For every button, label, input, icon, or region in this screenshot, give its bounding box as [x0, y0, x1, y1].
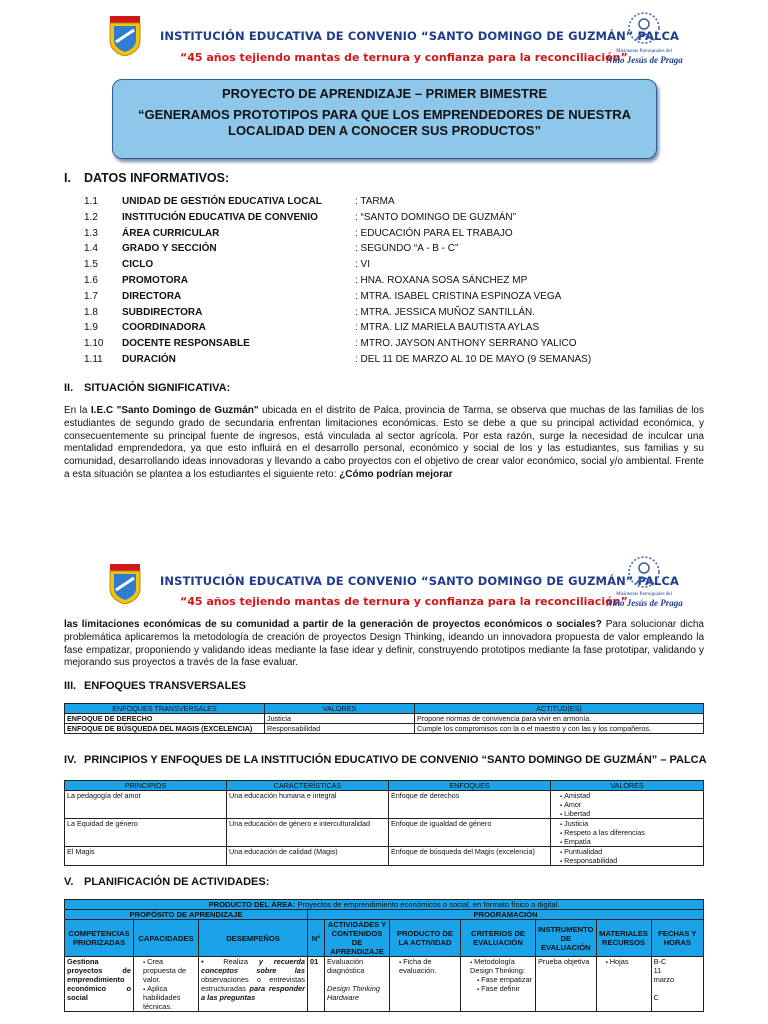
info-label: ÁREA CURRICULAR — [122, 227, 220, 239]
cell: Una educación de género e interculturalidad — [227, 819, 389, 847]
des-text-1: Realiza — [223, 957, 259, 966]
info-value: : EDUCACIÓN PARA EL TRABAJO — [355, 227, 513, 239]
institution-motto: “45 años tejiendo mantas de ternura y confianza para la reconciliación” — [180, 51, 628, 64]
info-number: 1.2 — [84, 211, 98, 223]
info-value: : MTRA. ISABEL CRISTINA ESPINOZA VEGA — [355, 290, 562, 302]
project-banner — [112, 79, 657, 159]
date-line: 11 — [653, 966, 662, 975]
cell-desempenos — [199, 957, 308, 1012]
values-cell — [551, 791, 704, 819]
info-label: INSTITUCIÓN EDUCATIVA DE CONVENIO — [122, 211, 318, 223]
info-number: 1.3 — [84, 227, 98, 239]
capacity-item: ▪ Crea propuesta de valor. — [143, 957, 196, 984]
info-label: PROMOTORA — [122, 275, 188, 286]
institution-title: INSTITUCIÓN EDUCATIVA DE CONVENIO “SANTO DOMINGO DE GUZMÁN” PALCA — [160, 29, 680, 43]
product-row — [65, 900, 704, 910]
table-row — [65, 791, 704, 819]
col-desempenos: DESEMPEÑOS — [199, 920, 308, 957]
info-label: UNIDAD DE GESTIÓN EDUCATIVA LOCAL — [122, 196, 322, 207]
material-item: ▪ Hojas — [606, 957, 649, 966]
col-competencias: COMPETENCIAS PRIORIZADAS — [65, 920, 134, 957]
cell-materiales — [596, 957, 651, 1012]
section-5-number: V. — [64, 876, 74, 888]
info-value: : MTRO. JAYSON ANTHONY SERRANO YALICO — [355, 338, 577, 350]
col-producto: PRODUCTO DE LA ACTIVIDAD — [390, 920, 461, 957]
des-bullet: ▪ — [201, 957, 224, 966]
cell: El Magis — [65, 847, 227, 866]
cell: Enfoque de derechos — [389, 791, 551, 819]
section-2-title: SITUACIÓN SIGNIFICATIVA: — [84, 382, 231, 394]
table-row — [65, 819, 704, 847]
institution-title: INSTITUCIÓN EDUCATIVA DE CONVENIO “SANTO DOMINGO DE GUZMÁN” PALCA — [160, 574, 680, 588]
des-bold-2: para responder a las preguntas — [201, 984, 305, 1002]
banner-line-1: PROYECTO DE APRENDIZAJE – PRIMER BIMESTRE — [221, 86, 548, 101]
value-item: ▪ Amistad — [560, 791, 701, 800]
activity-2: Design Thinking Hardware — [327, 984, 380, 1002]
group-programming: PROGRAMACIÓN — [308, 910, 704, 920]
transversal-table — [64, 703, 704, 734]
planning-table — [64, 899, 704, 1012]
col-fechas: FECHAS Y HORAS — [651, 920, 703, 957]
table-row — [65, 724, 704, 734]
value-item: ▪ Respeto a las diferencias — [560, 828, 701, 837]
cell-fechas — [651, 957, 703, 1012]
cell: Responsabilidad — [265, 724, 415, 734]
col-actitudes: ACTITUD(ES) — [415, 704, 704, 714]
banner-line-3: LOCALIDAD DEN A CONOCER SUS PRODUCTOS” — [228, 123, 541, 138]
info-label: SUBDIRECTORA — [122, 306, 203, 318]
info-value: : VI — [355, 259, 371, 271]
cell: La pedagogía del amor — [65, 791, 227, 819]
section-4-title: PRINCIPIOS Y ENFOQUES DE LA INSTITUCIÓN EDUCATIVO DE CONVENIO “SANTO DOMINGO DE GUZMÁN” – PALCA — [84, 754, 707, 766]
value-item: ▪ Puntualidad — [560, 847, 701, 856]
para-start: En la — [64, 405, 91, 416]
info-value: : “SANTO DOMINGO DE GUZMÁN” — [355, 211, 516, 223]
cell: Propone normas de convivencia para vivir en armonía. — [415, 714, 704, 724]
info-value: : MTRA. LIZ MARIELA BAUTISTA AYLAS — [355, 322, 540, 334]
cell-capacidades — [134, 957, 199, 1012]
cell-instrumento: Prueba objetiva — [536, 957, 597, 1012]
cell: Enfoque de igualdad de género — [389, 819, 551, 847]
product-item: ▪ Ficha de evaluación. — [399, 957, 458, 975]
table-row — [65, 714, 704, 724]
section-2-number: II. — [64, 382, 74, 394]
date-line — [654, 984, 701, 993]
criteria-head: ▪ Metodología Design Thinking: — [470, 957, 533, 975]
date-line: C — [653, 993, 659, 1002]
institution-motto: “45 años tejiendo mantas de ternura y confianza para la reconciliación” — [180, 595, 628, 608]
header-top — [0, 0, 768, 75]
cell: Enfoque de búsqueda del Magis (excelencia) — [389, 847, 551, 866]
section-1-title: DATOS INFORMATIVOS: — [84, 171, 230, 185]
cell-numero: 01 — [308, 957, 325, 1012]
situation-paragraph-cont — [64, 619, 704, 670]
info-number: 1.7 — [84, 290, 98, 302]
school-crest-icon — [108, 564, 142, 604]
header-page2 — [0, 550, 768, 620]
cell-competencia: Gestiona proyectos de emprendimiento económico o social — [65, 957, 134, 1012]
col-actividades: ACTIVIDADES Y CONTENIDOS DE APRENDIZAJE — [325, 920, 390, 957]
info-label: DOCENTE RESPONSABLE — [122, 338, 250, 350]
school-crest-icon — [108, 16, 142, 56]
info-number: 1.11 — [84, 354, 103, 365]
des-text-2: observaciones o entrevistas estructuradas — [201, 975, 305, 993]
info-number: 1.10 — [84, 338, 104, 350]
principles-table — [64, 780, 704, 866]
col-numero: N° — [308, 920, 325, 957]
info-label: DURACIÓN — [122, 354, 176, 365]
values-cell — [551, 847, 704, 866]
logo-caption-top: Misioneras Parroquiales del — [616, 592, 672, 597]
school-name-bold: I.E.C "Santo Domingo de Guzmán" — [90, 405, 259, 416]
info-number: 1.4 — [84, 243, 98, 255]
value-item: ▪ Responsabilidad — [560, 856, 701, 865]
info-label: CICLO — [122, 259, 154, 271]
info-label: GRADO Y SECCIÓN — [122, 243, 217, 255]
cell: Una educación humana e integral — [227, 791, 389, 819]
info-number: 1.9 — [84, 322, 98, 334]
des-bold-1: y recuerda conceptos sobre las — [201, 957, 306, 975]
col-capacidades: CAPACIDADES — [134, 920, 199, 957]
info-value: : SEGUNDO “A - B - C” — [355, 243, 459, 255]
col-enfoques: ENFOQUES TRANSVERSALES — [65, 704, 265, 714]
info-number: 1.8 — [84, 306, 98, 318]
cell-criterios — [461, 957, 536, 1012]
col-caracteristicas: CARACTERÍSTICAS — [227, 781, 389, 791]
col-valores: VALORES — [551, 781, 704, 791]
value-item: ▪ Justicia — [560, 819, 701, 828]
challenge-start: ¿Cómo podrían mejorar — [339, 468, 453, 480]
para-cont-body: Para solucionar dicha problemática aplicaremos la metodología de creación de proyectos Design Thinking, ideando un innovadora propuesta de valor empleando la fase empatizar, proponiendo y validando ideas mediante la fase idear y definir, construyendo prototipos mediante la fase prototipar, validando y mejorando sus proyectos a través de la fase evaluar. — [64, 619, 704, 669]
info-number: 1.1 — [84, 196, 98, 207]
value-item: ▪ Libertad — [560, 809, 701, 818]
info-number: 1.5 — [84, 259, 98, 271]
value-item: ▪ Amor — [560, 800, 701, 809]
info-value: : TARMA — [355, 196, 395, 207]
capacity-item: ▪ Aplica habilidades técnicas. — [143, 984, 196, 1011]
info-number: 1.6 — [84, 275, 98, 286]
cell: Justicia — [265, 714, 415, 724]
date-line: B-C — [653, 957, 667, 966]
table-row — [65, 957, 704, 1012]
table-row — [65, 847, 704, 866]
values-cell — [551, 819, 704, 847]
cell: La Equidad de género — [65, 819, 227, 847]
col-valores: VALORES — [265, 704, 415, 714]
group-purpose: PROPÓSITO DE APRENDIZAJE — [65, 910, 308, 920]
product-label: PRODUCTO DEL ÁREA: — [208, 900, 296, 909]
congregation-logo-icon — [626, 554, 662, 590]
info-label: COORDINADORA — [122, 322, 206, 334]
date-line: marzo — [653, 975, 675, 984]
logo-caption-top: Misioneras Parroquiales del — [616, 49, 672, 54]
section-5-title: PLANIFICACIÓN DE ACTIVIDADES: — [84, 876, 270, 888]
logo-caption-main: Niño Jesús de Praga — [606, 598, 683, 608]
logo-caption-main: Niño Jesús de Praga — [606, 55, 683, 65]
section-4-number: IV. — [64, 754, 77, 766]
info-label: DIRECTORA — [122, 290, 182, 302]
situation-paragraph — [64, 405, 704, 482]
section-3-title: ENFOQUES TRANSVERSALES — [84, 680, 246, 692]
congregation-logo-icon — [626, 10, 662, 46]
section-1-number: I. — [64, 171, 71, 185]
col-criterios: CRITERIOS DE EVALUACIÓN — [461, 920, 536, 957]
criteria-item: ▪ Fase definir — [477, 984, 533, 993]
col-enfoques: ENFOQUES — [389, 781, 551, 791]
cell-actividades — [325, 957, 390, 1012]
col-instrumento: INSTRUMENTO DE EVALUACIÓN — [536, 920, 597, 957]
cell: ENFOQUE DE BÚSQUEDA DEL MAGIS (EXCELENCIA) — [65, 724, 265, 734]
value-item: ▪ Empatía — [560, 837, 701, 846]
cell: ENFOQUE DE DERECHO — [65, 714, 265, 724]
col-principios: PRINCIPIOS — [65, 781, 227, 791]
col-materiales: MATERIALES RECURSOS — [596, 920, 651, 957]
banner-line-2: “GENERAMOS PROTOTIPOS PARA QUE LOS EMPRENDEDORES DE NUESTRA — [137, 107, 632, 122]
section-3-number: III. — [64, 680, 77, 692]
product-value: Proyectos de emprendimiento económicos o social, en formato físico o digital. — [295, 900, 560, 909]
activity-1: Evaluación diagnóstica — [327, 957, 365, 975]
cell-producto — [390, 957, 461, 1012]
criteria-item: ▪ Fase empatizar — [477, 975, 533, 984]
info-value: : MTRA. JESSICA MUÑOZ SANTILLÁN. — [355, 306, 536, 318]
info-value: : HNA. ROXANA SOSA SÁNCHEZ MP — [355, 275, 528, 286]
challenge-question: las limitaciones económicas de su comunidad a partir de la generación de proyectos económicos o sociales? — [64, 619, 602, 630]
cell: Una educación de calidad (Magis) — [227, 847, 389, 866]
info-value: : DEL 11 DE MARZO AL 10 DE MAYO (9 SEMANAS) — [355, 354, 592, 365]
para-body: ubicada en el distrito de Palca, provincia de Tarma, se observa que muchas de las familias de los estudiantes de segundo grado de secundaria enfrentan limitaciones económicas. Esto se debe a que su principal actividad económica, y consecuentemente su principal fuente de ingresos, está vinculada al sector agrícola. Por esta razón, surge la necesidad de inculcar una mentalidad emprendedora, ya que esto influirá en el desarrollo personal, económico y social de los y las estudiantes, sus familias y su comunidad, desarrollando ideas innovadoras y llevando a cabo proyectos con el objetivo de crear valor económico, social y/o ambiental. Frente a esta situación se plantea a los estudiantes el siguiente reto: — [64, 405, 704, 480]
cell: Cumple los compromisos con la o el maestro y con las y los compañeros. — [415, 724, 704, 734]
